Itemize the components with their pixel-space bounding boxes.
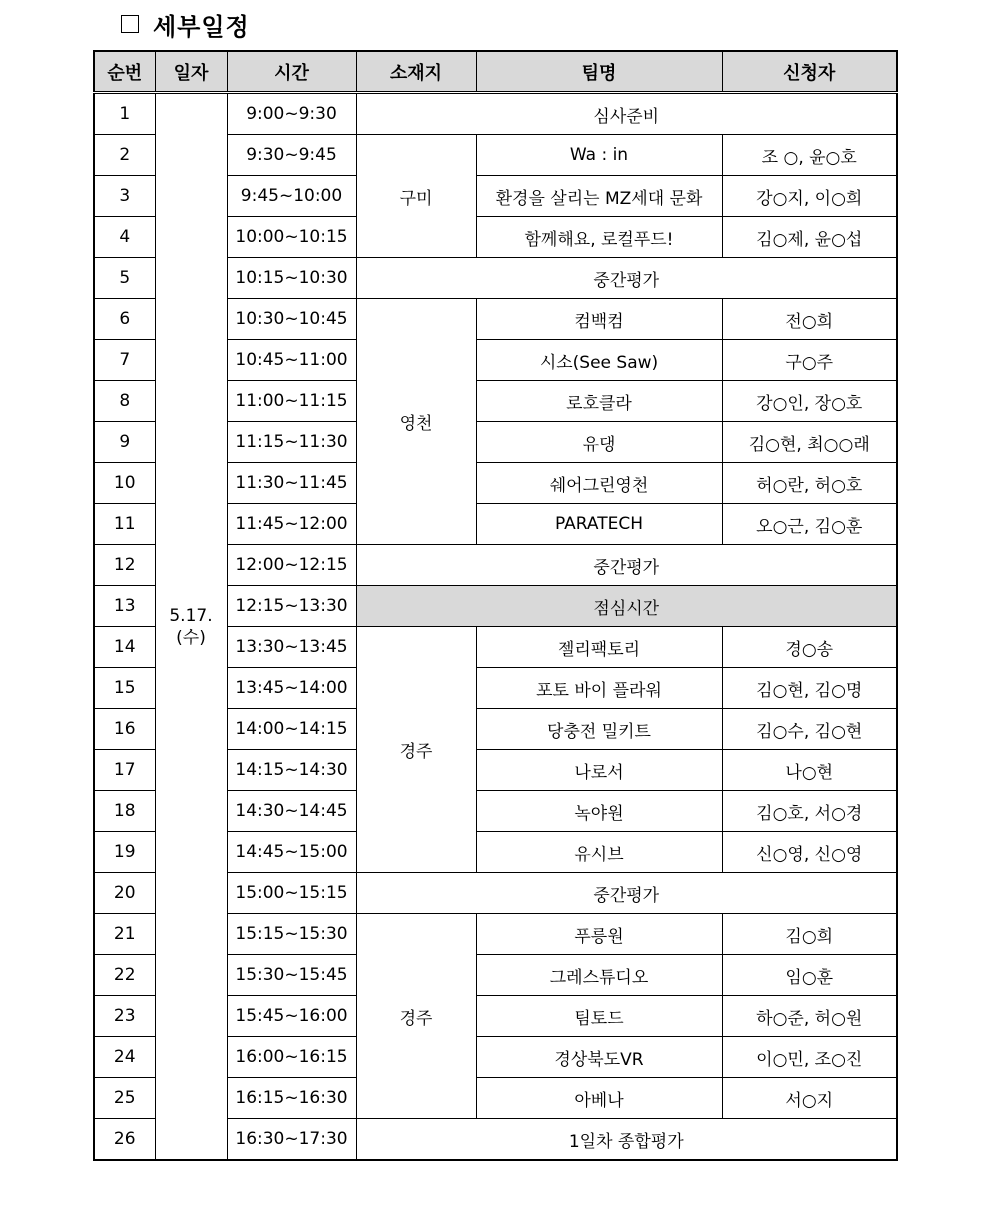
applicant-cell: 나○현 (722, 750, 897, 791)
applicant-cell: 오○근, 김○훈 (722, 504, 897, 545)
time-cell: 15:30~15:45 (227, 955, 356, 996)
lunch-break-cell: 점심시간 (356, 586, 897, 627)
team-cell: 젤리팩토리 (476, 627, 722, 668)
header-location: 소재지 (356, 51, 476, 93)
team-cell: 푸릉원 (476, 914, 722, 955)
row-number: 24 (94, 1037, 155, 1078)
time-cell: 10:30~10:45 (227, 299, 356, 340)
date-cell (155, 93, 227, 1161)
table-row (94, 93, 897, 135)
row-number: 1 (94, 93, 155, 135)
time-cell: 14:45~15:00 (227, 832, 356, 873)
row-number: 23 (94, 996, 155, 1037)
row-number: 16 (94, 709, 155, 750)
row-number: 22 (94, 955, 155, 996)
header-row (94, 51, 897, 93)
merged-activity: 중간평가 (356, 258, 897, 299)
row-number: 8 (94, 381, 155, 422)
applicant-cell: 임○훈 (722, 955, 897, 996)
team-cell: 유시브 (476, 832, 722, 873)
applicant-cell: 하○준, 허○원 (722, 996, 897, 1037)
time-cell: 12:00~12:15 (227, 545, 356, 586)
row-number: 21 (94, 914, 155, 955)
row-number: 12 (94, 545, 155, 586)
time-cell: 9:30~9:45 (227, 135, 356, 176)
location-cell: 경주 (356, 914, 476, 1119)
applicant-cell: 김○수, 김○현 (722, 709, 897, 750)
time-cell: 10:00~10:15 (227, 217, 356, 258)
schedule-table (93, 50, 898, 1161)
time-cell: 11:45~12:00 (227, 504, 356, 545)
applicant-cell: 서○지 (722, 1078, 897, 1119)
time-cell: 15:45~16:00 (227, 996, 356, 1037)
applicant-cell: 강○인, 장○호 (722, 381, 897, 422)
time-cell: 9:00~9:30 (227, 93, 356, 135)
location-cell: 구미 (356, 135, 476, 258)
row-number: 11 (94, 504, 155, 545)
team-cell: 시소(See Saw) (476, 340, 722, 381)
time-cell: 14:15~14:30 (227, 750, 356, 791)
row-number: 19 (94, 832, 155, 873)
location-cell: 영천 (356, 299, 476, 545)
team-cell: 로호클라 (476, 381, 722, 422)
row-number: 20 (94, 873, 155, 914)
row-number: 14 (94, 627, 155, 668)
applicant-cell: 허○란, 허○호 (722, 463, 897, 504)
time-cell: 15:15~15:30 (227, 914, 356, 955)
applicant-cell: 김○제, 윤○섭 (722, 217, 897, 258)
row-number: 3 (94, 176, 155, 217)
header-team: 팀명 (476, 51, 722, 93)
time-cell: 10:15~10:30 (227, 258, 356, 299)
time-cell: 15:00~15:15 (227, 873, 356, 914)
time-cell: 13:45~14:00 (227, 668, 356, 709)
row-number: 17 (94, 750, 155, 791)
team-cell: Wa : in (476, 135, 722, 176)
merged-activity: 중간평가 (356, 545, 897, 586)
time-cell: 16:30~17:30 (227, 1119, 356, 1161)
row-number: 5 (94, 258, 155, 299)
applicant-cell: 구○주 (722, 340, 897, 381)
row-number: 2 (94, 135, 155, 176)
row-number: 6 (94, 299, 155, 340)
row-number: 10 (94, 463, 155, 504)
row-number: 15 (94, 668, 155, 709)
team-cell: 경상북도VR (476, 1037, 722, 1078)
header-no: 순번 (94, 51, 155, 93)
applicant-cell: 전○희 (722, 299, 897, 340)
time-cell: 14:00~14:15 (227, 709, 356, 750)
time-cell: 16:15~16:30 (227, 1078, 356, 1119)
time-cell: 11:30~11:45 (227, 463, 356, 504)
time-cell: 13:30~13:45 (227, 627, 356, 668)
row-number: 13 (94, 586, 155, 627)
team-cell: 팀토드 (476, 996, 722, 1037)
team-cell: 유댕 (476, 422, 722, 463)
time-cell: 11:15~11:30 (227, 422, 356, 463)
row-number: 9 (94, 422, 155, 463)
team-cell: 쉐어그린영천 (476, 463, 722, 504)
location-cell: 경주 (356, 627, 476, 873)
team-cell: 환경을 살리는 MZ세대 문화 (476, 176, 722, 217)
weekday-text: (수) (176, 627, 206, 648)
row-number: 25 (94, 1078, 155, 1119)
applicant-cell: 김○현, 김○명 (722, 668, 897, 709)
time-cell: 10:45~11:00 (227, 340, 356, 381)
time-cell: 11:00~11:15 (227, 381, 356, 422)
applicant-cell: 강○지, 이○희 (722, 176, 897, 217)
merged-activity: 1일차 종합평가 (356, 1119, 897, 1161)
time-cell: 16:00~16:15 (227, 1037, 356, 1078)
applicant-cell: 경○송 (722, 627, 897, 668)
header-applicant: 신청자 (722, 51, 897, 93)
applicant-cell: 조 ○, 윤○호 (722, 135, 897, 176)
header-date: 일자 (155, 51, 227, 93)
team-cell: 나로서 (476, 750, 722, 791)
row-number: 4 (94, 217, 155, 258)
applicant-cell: 김○호, 서○경 (722, 791, 897, 832)
merged-activity: 중간평가 (356, 873, 897, 914)
team-cell: PARATECH (476, 504, 722, 545)
team-cell: 포토 바이 플라워 (476, 668, 722, 709)
team-cell: 아베나 (476, 1078, 722, 1119)
applicant-cell: 김○현, 최○○래 (722, 422, 897, 463)
applicant-cell: 신○영, 신○영 (722, 832, 897, 873)
row-number: 7 (94, 340, 155, 381)
row-number: 26 (94, 1119, 155, 1161)
team-cell: 그레스튜디오 (476, 955, 722, 996)
applicant-cell: 이○민, 조○진 (722, 1037, 897, 1078)
applicant-cell: 김○희 (722, 914, 897, 955)
section-title: 세부일정 (153, 12, 250, 41)
time-cell: 12:15~13:30 (227, 586, 356, 627)
team-cell: 함께해요, 로컬푸드! (476, 217, 722, 258)
team-cell: 당충전 밀키트 (476, 709, 722, 750)
merged-activity: 심사준비 (356, 93, 897, 135)
checkbox-icon (121, 15, 139, 33)
date-text: 5.17. (169, 605, 213, 626)
time-cell: 9:45~10:00 (227, 176, 356, 217)
section-heading (121, 6, 250, 42)
team-cell: 컴백컴 (476, 299, 722, 340)
time-cell: 14:30~14:45 (227, 791, 356, 832)
header-time: 시간 (227, 51, 356, 93)
team-cell: 녹야원 (476, 791, 722, 832)
row-number: 18 (94, 791, 155, 832)
